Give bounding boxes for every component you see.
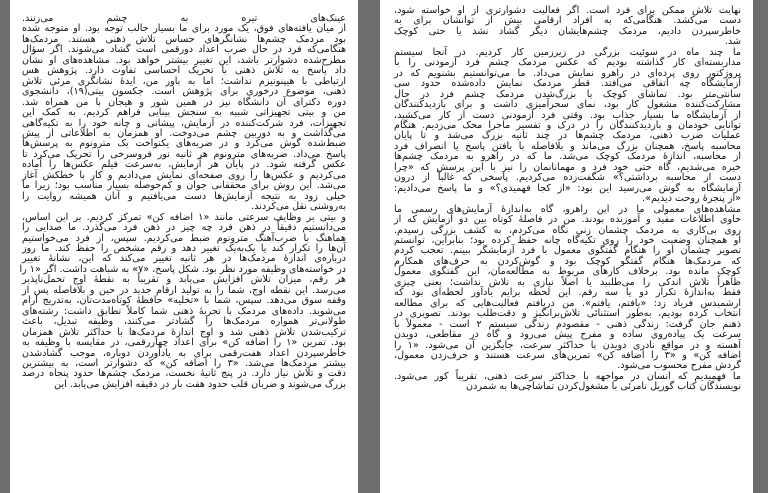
text-line: پروژکتور روی پرده‌ای در راهرو نمایش می‌داد. ما می‌توانستیم بشنویم که در xyxy=(394,67,741,79)
text-line: مشاهده‌های معمولی ما در این راهرو، گاه به‌اندازهٔ آزمایش‌های رسمی ما xyxy=(394,203,741,215)
text-line: آن‌ها را تکرار کند یا یک‌به‌یک تغییر دهد و رقم مشخص را حفظ کند. ما روز xyxy=(22,242,346,254)
text-line: می‌رسد. این نقطه اوج، شما را به تولید ارقام جدید در حین و بلافاصله پس از xyxy=(22,284,346,296)
text-line: از محاسبه، اندازهٔ مردمک کوچک می‌شد. ما که در راهرو به مردمک چشم‌ها xyxy=(394,151,741,163)
text-line: روی بی‌کاری به مردمک چشمان زنی نگاه می‌کردم، به کشف بزرگی رسیدم. xyxy=(394,224,741,236)
text-line: دقت و تلاش نیاز دارد. در پنج ثانیهٔ نخست، مردمک چشم‌ها حدود پنجاه درصد xyxy=(22,368,346,380)
text-line: ارتباطی با هیپنوتیزم نداشت؛ اما به باور من، ایدهٔ نشانگری مرئی تلاش xyxy=(22,75,346,87)
text-line: عکس گرفته شود. در پایان هر آزمایش، به‌سرعت فیلم عکس‌ها را آماده xyxy=(22,159,346,171)
text-line: مطرح‌شده دشوارتر باشد، این تغییر بیشتر خواهد بود. مشاهده‌های او نشان xyxy=(22,54,346,66)
text-line: خاطرسپردن دادیم، مردمک چشم‌هایشان دیگر گشاد نشد یا حتی کوچک xyxy=(394,25,741,37)
text-line: اضافه کن» و «۳ را اضافه کن» تمرین‌های سرعت هستند و حرف‌زدن معمول، xyxy=(394,349,741,361)
text-line: سانتی‌متر بود. تماشای کوچک یا بزرگ‌شدن مردمک چشم فرد در حال xyxy=(394,88,741,100)
text-line: ترکیب‌شدن تلاش ذهنی شد و اوج اندازهٔ مردمک‌ها با حداکثر تلاش همزمان xyxy=(22,326,346,338)
text-line: از آزمایشگاه ما بسیار جذاب بود. وقتی فرد آزمودنی دست از کار می‌کشید، xyxy=(394,109,741,121)
left-page-text xyxy=(19,13,347,390)
text-line: سرعت یک پیاده‌روی ساده و مفرح پیش می‌رود و گاه در مقاطعی، دویدن xyxy=(394,329,741,341)
text-line: بزرگ می‌شوند و ضربان قلب حدود هفت بار در دقیقه افزایش می‌یابد. این xyxy=(54,378,346,390)
text-line: شد. xyxy=(724,36,741,48)
text-line: وقفه سوق می‌دهد. سپس، شما با «تخلیه» حافظهٔ کوتاه‌مدت‌تان، به‌تدریج آرام xyxy=(22,295,346,307)
text-line: من و بیتی تجهیزاتی شبیه به سنجش بینایی فراهم کردیم. به کمک این xyxy=(22,107,346,119)
text-line: نهایت تلاش ممکن برای فرد است. اگر فعالیت دشوارتری از او خواسته شود، xyxy=(394,5,741,16)
text-line: خیره می‌شدیم، گاه حتی خود فرد و مهمانانمان را نیز با این پرسش که «چرا xyxy=(394,161,741,173)
text-line: ذهنم جان گرفت: زندگی ذهنی - مقصودم زندگی سیستم ۲ است - معمولاً با xyxy=(394,318,741,330)
text-line: نویسندگان کتاب گوریل نامرئی با مشغول‌کردن تماشاچی‌ها به شمردن xyxy=(466,381,741,393)
text-line: که مردمک‌ها هنگام گفتگو کوچک بود و گوش‌کردن به حرف‌های همکارم xyxy=(394,255,741,267)
text-line: توانایی خودمان و بازدیدکنندگان را در درک و تفسیر ماجرا محک می‌زدیم. هنگام xyxy=(394,119,741,131)
text-line: هماهنگ با ضرب‌آهنگ مترونوم ضبط می‌کردیم. سپس، از فرد می‌خواستیم xyxy=(22,232,346,244)
text-line: هنگامی‌که فرد در حال ضرب اعداد دورقمی است گشاد می‌شوند. اگر سؤال xyxy=(22,44,346,56)
text-line: به‌روشنی نقل می‌کردند. xyxy=(251,201,346,213)
page-gutter xyxy=(358,0,380,493)
text-line: کوچک مانده بود. برخلاف کارهای مربوط به مطالعه‌مان، این گفتگوی معمول xyxy=(394,266,741,278)
text-line: انتخاب کرده بودیم، به‌طور استثنائی تلاش‌برانگیز و دقت‌طلب بودند. تصویری در xyxy=(394,308,741,320)
text-line: آهسته و در مواقع نادری دویدن با حداکثر سرعت، جایگزین آن می‌شود. «۱ را xyxy=(394,339,741,351)
text-line: درباره‌ی اندازهٔ مردمک‌ها در هر ثانیه تغییر می‌کند که این، نشانهٔ تغییر xyxy=(22,253,346,265)
text-line: از میان یافته‌های فوق، یک مورد برای ما بسیار جالب توجه بود. او متوجه شده xyxy=(22,23,346,35)
text-line: محاسبه پاسخ، همچنان بزرگ می‌ماند و بلافاصله با یافتن پاسخ یا انصراف فرد xyxy=(394,140,741,152)
right-page xyxy=(380,0,753,493)
text-line: آزمایشگاه چه اتفاقی می‌افتد. قطر مردمک نمایش داده‌شده حدود سی xyxy=(394,78,741,90)
text-line: حاوی اطلاعات مفید و آموزنده بودند. من در فاصلهٔ کوتاه بین دو آزمایش که از xyxy=(394,214,741,226)
text-line: عینک‌های تیره به چشم می‌زنند. xyxy=(22,13,346,24)
text-line: بود مردمک چشم‌ها نشانگرهای حساس تلاش ذهنی هستند. مردمک‌ها xyxy=(22,33,346,45)
text-line: تصویر چشمان او را هنگام گفتگوی معمول با فرد آزمایشگر ببینم. تعجب کردم xyxy=(394,245,741,257)
text-line: طولانی‌تر همواره مردمک‌ها را گشادتر می‌کنند، وظیفه تبدیل، باعث xyxy=(22,316,346,328)
text-line: خیلی زود به نتیجه آزمایش‌ها دست می‌یافتیم و آنان همیشه روایت را xyxy=(22,190,346,202)
text-line: خاطرسپردن اعداد هفت‌رقمی برای به یادآوردن دوباره، موجب گشادشدن xyxy=(22,347,346,359)
text-line: هر رقم، میزان تلاش افزایش می‌یابد و تقریباً به نقطهٔ اوج تحمل‌ناپذیر xyxy=(22,274,346,286)
text-line: ظاهراً تلاش اندکی را می‌طلبید یا اصلاً نیازی به تلاش نداشت؛ یعنی چیزی xyxy=(394,276,741,288)
text-line: عملیات ضرب ذهنی، مردمک چشم‌ها در چند ثانیه بزرگ می‌شد و تا پایان xyxy=(394,130,741,142)
text-line: در خواسته‌های وظیفه مورد نظر بود. شکل پاسخ، «۷» به‌ شباهت داشت. اگر «۱ را xyxy=(19,263,346,275)
text-line: می‌گذاشت و به دوربین چشم می‌دوخت. او همزمان به اطلاعاتی از پیش xyxy=(22,127,346,139)
text-line: می‌شوید. داده‌های مردمک با تجربهٔ ذهنی شما کاملاً تطابق داشت: رشته‌های xyxy=(22,305,346,317)
text-line: ضبط‌شده گوش می‌کرد و در ضربه‌های یکنواخت یک مترونوم به پرسش‌ها xyxy=(22,138,346,150)
text-line: می‌شد. این روش برای محققانی جوان و کم‌حوصله بسیار مناسب بود؛ زیرا ما xyxy=(22,180,346,192)
text-line: دوره دکترای آن دانشگاه نیز در همین شور و هیجان با من همراه شد. xyxy=(22,96,346,108)
text-line: ارشمیدس فریاد زد: «یافتم، یافتم». من دریافتم فعالیت‌هایی که برای مطالعه xyxy=(394,297,741,309)
text-line: «از پنجرهٔ روحت دیدیم». xyxy=(642,193,741,205)
right-page-text xyxy=(394,6,741,393)
text-line: ما فهمیدیم که انسان در مواجهه با حداکثر سرعت ذهنی، تقریباً کور می‌شود. xyxy=(394,370,741,382)
text-line: فقط به‌اندازهٔ تکرار دو یا سه رقم. این لحظه برایم یادآور لحظه‌ای بود که xyxy=(394,287,741,299)
text-line: دست می‌کشد. هنگامی‌که به افراد ارقامی بیش از توانشان برای به xyxy=(394,15,741,27)
left-page xyxy=(10,0,358,493)
text-line: مشارکت‌کننده مشغول کار بود، نمای سحرآمیزی داشت و برای بازدیدکنندگان xyxy=(394,99,741,111)
text-line: دست از محاسبه برداشتی؟» شگفت‌زده می‌کردیم. پاسخی که غالباً از درون xyxy=(394,172,741,184)
text-line: پاسخ می‌داد. ضربه‌های مترونوم هر ثانیه نور فروسرخی را تحریک می‌کرد تا xyxy=(22,148,346,160)
text-line: ذهنی، موضوع درخوری برای پژوهش است. جکسون بیتی(۱۹)، دانشجوی xyxy=(22,86,346,98)
text-line: مداربسته‌ای کار گذاشته بودیم که عکس مردمک چشم فرد آزمودنی را با xyxy=(394,57,741,69)
text-line: بیشتر مردمک‌ها می‌شد. «۳ را اضافه کن» که دشوارتر است، به بیشترین xyxy=(22,357,346,369)
text-line: گردش مفرح محسوب می‌شود. xyxy=(617,360,741,372)
text-line: او همچنان وضعیت خود را روی تکیه‌گاه چانه حفظ کرده بود؛ بنابراین، توانستم xyxy=(394,234,741,246)
text-line: و بیتی بر وظایف سرعتی مانند «۱ اضافه کن» تمرکز کردیم. بر این اساس، xyxy=(22,211,347,223)
text-line: می‌دانستیم دقیقاً در ذهن فرد چه چیز در ذهن فرد می‌گذرد. ما صدایی را xyxy=(22,222,346,234)
text-line: آزمایشگاه به گوش می‌رسید این بود: «از کجا فهمیدی؟» و ما پاسخ می‌دادیم: xyxy=(394,182,741,194)
text-line: ما چند ماه در سوئیت بزرگی در زیرزمین کار کردیم. در آنجا سیستم xyxy=(394,46,741,58)
text-line: بود. تمرین «۱ را اضافه کن» برای اعداد چهاررقمی، در مقایسه با وظیفه به xyxy=(22,337,346,349)
text-line: تجهیزات، فرد شرکت‌کننده در آزمایش، پیشانی و چانه خود را به تکیه‌گاهی xyxy=(22,117,346,129)
text-line: داد پاسخ به تلاش ذهنی با تحریک احساسی تفاوت دارد. پژوهش هس xyxy=(22,65,346,77)
text-line: می‌کردیم و عکس‌ها را روی صفحه‌ای نمایش می‌دادیم و کار با خطکش آغاز xyxy=(22,169,346,181)
